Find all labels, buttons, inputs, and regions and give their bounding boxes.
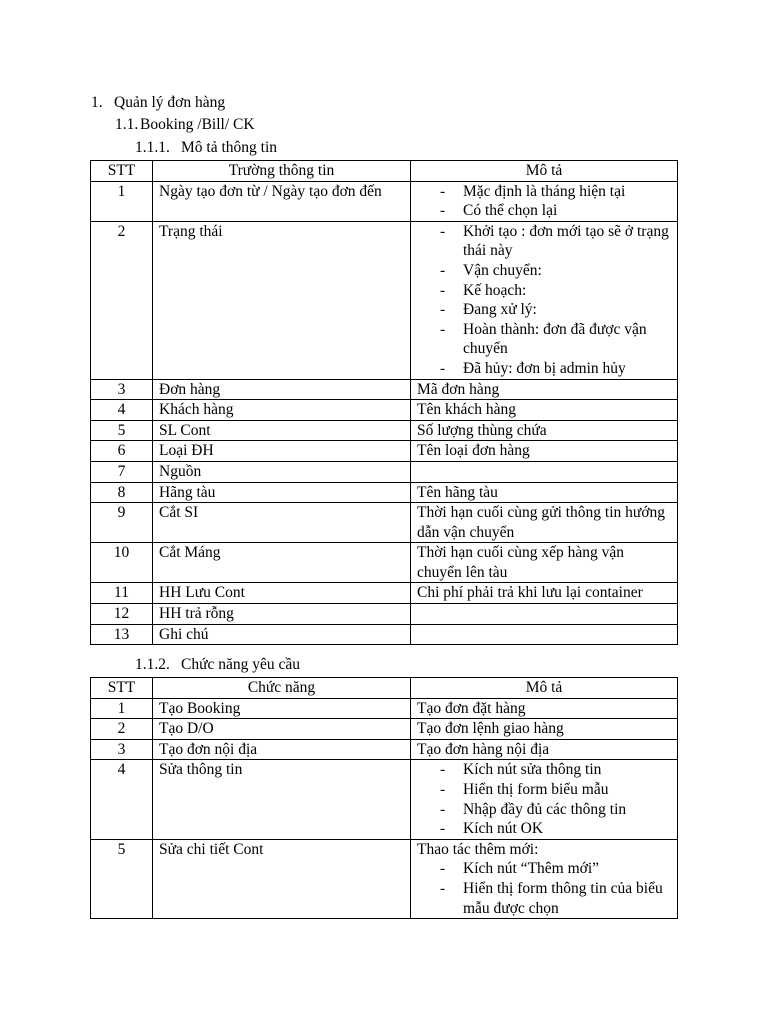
row-stt: 6 (91, 441, 153, 462)
heading-1-1-1-text: Mô tả thông tin (181, 139, 278, 156)
description-item: - Nhập đầy đủ các thông tin (440, 800, 671, 820)
row-description: Tạo đơn lệnh giao hàng (411, 719, 678, 740)
column-header-function: Chức năng (153, 678, 411, 699)
row-description (411, 760, 678, 839)
row-function: Tạo D/O (153, 719, 411, 740)
description-item: - Hiển thị form biểu mẫu (440, 780, 671, 800)
description-item: - Đang xử lý: (440, 300, 671, 320)
table-row (91, 461, 678, 482)
row-stt: 4 (91, 400, 153, 421)
table-row (91, 441, 678, 462)
row-description (411, 461, 678, 482)
description-item: - Kế hoạch: (440, 281, 671, 301)
row-stt: 5 (91, 420, 153, 441)
column-header-description: Mô tả (411, 161, 678, 182)
info-description-table (90, 160, 678, 645)
table-row (91, 739, 678, 760)
row-field: Hãng tàu (153, 482, 411, 503)
table-row (91, 839, 678, 918)
row-description (411, 624, 678, 645)
description-item: - Vận chuyển: (440, 261, 671, 281)
row-field: Nguồn (153, 461, 411, 482)
row-stt: 2 (91, 221, 153, 379)
description-item: - Hiển thị form thông tin của biểu mẫu được chọn (440, 879, 671, 918)
row-description: Thời hạn cuối cùng xếp hàng vận chuyển lên tàu (411, 543, 678, 583)
row-stt: 8 (91, 482, 153, 503)
column-header-stt: STT (91, 161, 153, 182)
heading-1-text: Quản lý đơn hàng (114, 94, 226, 111)
row-description (411, 221, 678, 379)
heading-1-1-1 (135, 138, 277, 158)
row-description: Tên khách hàng (411, 400, 678, 421)
heading-1-1-2 (135, 655, 300, 675)
table-row (91, 543, 678, 583)
row-description (411, 181, 678, 221)
row-stt: 13 (91, 624, 153, 645)
heading-1-1-text: Booking /Bill/ CK (140, 116, 255, 133)
row-stt: 11 (91, 583, 153, 604)
row-function: Tạo Booking (153, 698, 411, 719)
heading-1-1-2-number: 1.1.2. (135, 656, 170, 673)
heading-1-number: 1. (91, 94, 103, 111)
table-row (91, 503, 678, 543)
description-item: - Kích nút sửa thông tin (440, 760, 671, 780)
table-row (91, 420, 678, 441)
row-field: Khách hàng (153, 400, 411, 421)
row-stt: 12 (91, 604, 153, 625)
heading-1-1 (115, 115, 255, 135)
table-row (91, 760, 678, 839)
row-field: Cắt Máng (153, 543, 411, 583)
row-description: Tạo đơn hàng nội địa (411, 739, 678, 760)
row-stt: 4 (91, 760, 153, 839)
row-stt: 2 (91, 719, 153, 740)
table-row (91, 698, 678, 719)
table-row (91, 221, 678, 379)
description-item: - Khởi tạo : đơn mới tạo sẽ ở trạng thái này (440, 222, 671, 261)
row-field: Loại ĐH (153, 441, 411, 462)
row-stt: 9 (91, 503, 153, 543)
row-description: Tên hãng tàu (411, 482, 678, 503)
row-field: Ghi chú (153, 624, 411, 645)
row-description: Mã đơn hàng (411, 379, 678, 400)
table-row (91, 379, 678, 400)
row-stt: 5 (91, 839, 153, 918)
row-description: Thời hạn cuối cùng gửi thông tin hướng dẫn vận chuyển (411, 503, 678, 543)
description-item: - Hoàn thành: đơn đã được vận chuyển (440, 320, 671, 359)
row-stt: 3 (91, 739, 153, 760)
column-header-stt: STT (91, 678, 153, 699)
table-row (91, 181, 678, 221)
row-field: Ngày tạo đơn từ / Ngày tạo đơn đến (153, 181, 411, 221)
row-field: SL Cont (153, 420, 411, 441)
description-item: - Mặc định là tháng hiện tại (440, 182, 671, 202)
description-intro: Thao tác thêm mới: (417, 840, 539, 858)
table-row (91, 400, 678, 421)
row-description: Tên loại đơn hàng (411, 441, 678, 462)
description-item: - Kích nút OK (440, 819, 671, 839)
row-field: HH trả rỗng (153, 604, 411, 625)
table-header-row (91, 161, 678, 182)
row-field: Trạng thái (153, 221, 411, 379)
description-item: - Có thể chọn lại (440, 201, 671, 221)
row-description: Số lượng thùng chứa (411, 420, 678, 441)
row-stt: 1 (91, 181, 153, 221)
description-item: - Kích nút “Thêm mới” (440, 859, 671, 879)
table-row (91, 482, 678, 503)
row-stt: 7 (91, 461, 153, 482)
heading-1-1-2-text: Chức năng yêu cầu (181, 656, 301, 673)
row-stt: 1 (91, 698, 153, 719)
table-row (91, 719, 678, 740)
row-description (411, 839, 678, 918)
row-description (411, 604, 678, 625)
row-description: Tạo đơn đặt hàng (411, 698, 678, 719)
row-field: HH Lưu Cont (153, 583, 411, 604)
heading-1-1-number: 1.1. (115, 116, 139, 133)
table-row (91, 583, 678, 604)
row-function: Sửa thông tin (153, 760, 411, 839)
row-field: Đơn hàng (153, 379, 411, 400)
column-header-description: Mô tả (411, 678, 678, 699)
row-field: Cắt SI (153, 503, 411, 543)
table-row (91, 624, 678, 645)
description-item: - Đã hủy: đơn bị admin hủy (440, 359, 671, 379)
heading-1 (91, 93, 225, 113)
row-description: Chi phí phải trả khi lưu lại container (411, 583, 678, 604)
row-stt: 3 (91, 379, 153, 400)
heading-1-1-1-number: 1.1.1. (135, 139, 170, 156)
function-requirements-table (90, 677, 678, 919)
table-row (91, 604, 678, 625)
column-header-field: Trường thông tin (153, 161, 411, 182)
row-function: Tạo đơn nội địa (153, 739, 411, 760)
table-header-row (91, 678, 678, 699)
row-stt: 10 (91, 543, 153, 583)
row-function: Sửa chi tiết Cont (153, 839, 411, 918)
